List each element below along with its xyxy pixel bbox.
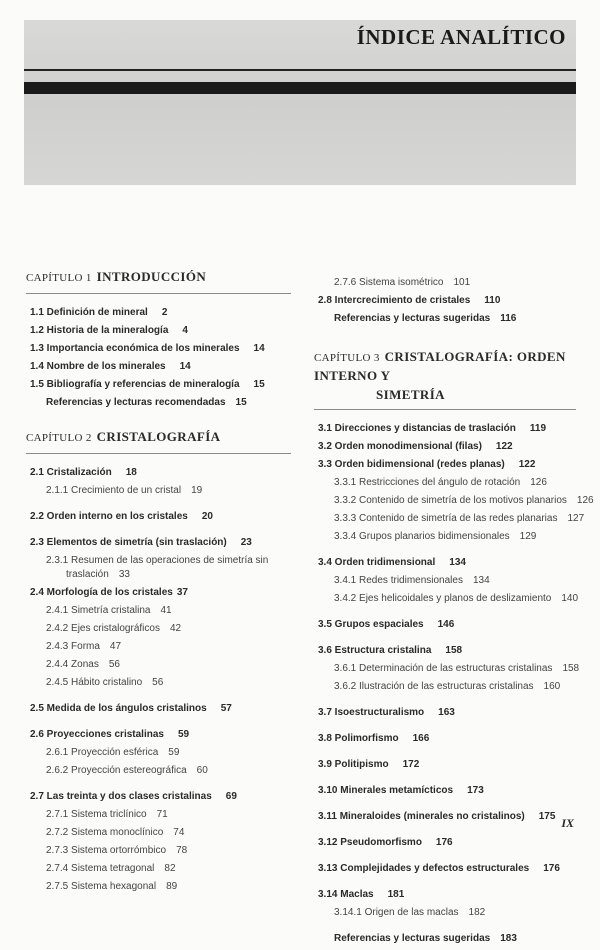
page-number: IX	[561, 816, 574, 830]
chapter-title: INTRODUCCIÓN	[96, 269, 207, 284]
toc-subsection[interactable]: 2.7.3 Sistema ortorrómbico 78	[46, 845, 188, 856]
toc-section[interactable]: 1.4 Nombre de los minerales 14	[30, 361, 191, 372]
toc-references[interactable]: Referencias y lecturas sugeridas 116	[334, 313, 517, 324]
chapter-2-heading	[26, 428, 291, 454]
toc-subsection[interactable]: 2.4.3 Forma 47	[46, 641, 122, 652]
toc-section[interactable]: 3.2 Orden monodimensional (filas) 122	[318, 441, 513, 452]
toc-section[interactable]: 3.9 Politipismo 172	[318, 759, 420, 770]
toc-subsection[interactable]: 2.6.1 Proyección esférica 59	[46, 747, 180, 758]
toc-section[interactable]: 3.8 Polimorfismo 166	[318, 733, 430, 744]
toc-subsection[interactable]: 3.4.2 Ejes helicoidales y planos de deslizamiento 140	[334, 593, 579, 604]
toc-subsection[interactable]: 2.7.4 Sistema tetragonal 82	[46, 863, 176, 874]
toc-section[interactable]: 2.1 Cristalización 18	[30, 467, 137, 478]
toc-section[interactable]: 2.6 Proyecciones cristalinas 59	[30, 729, 190, 740]
toc-subsection[interactable]: 3.3.4 Grupos planarios bidimensionales 129	[334, 531, 537, 542]
toc-subsection[interactable]: 2.1.1 Crecimiento de un cristal 19	[46, 485, 203, 496]
chapter-title: CRISTALOGRAFÍA: ORDEN INTERNO Y	[314, 349, 566, 383]
toc-subsection[interactable]: 2.6.2 Proyección estereográfica 60	[46, 765, 208, 776]
toc-section[interactable]: 3.7 Isoestructuralismo 163	[318, 707, 455, 718]
toc-section[interactable]: 2.2 Orden interno en los cristales 20	[30, 511, 213, 522]
toc-subsection[interactable]: 3.3.3 Contenido de simetría de las redes planarias 127	[334, 513, 585, 524]
toc-subsection[interactable]: 2.4.5 Hábito cristalino 56	[46, 677, 164, 688]
toc-subsection[interactable]: 2.4.2 Ejes cristalográficos 42	[46, 623, 182, 634]
header-rule-thick	[24, 82, 576, 94]
toc-section[interactable]: 2.8 Intercrecimiento de cristales 110	[318, 295, 501, 306]
chapter-3-heading	[314, 348, 576, 410]
toc-section[interactable]: 1.2 Historia de la mineralogía 4	[30, 325, 188, 336]
toc-subsection[interactable]: 2.7.1 Sistema triclínico 71	[46, 809, 168, 820]
toc-section[interactable]: 3.5 Grupos espaciales 146	[318, 619, 455, 630]
toc-subsection[interactable]: 2.4.4 Zonas 56	[46, 659, 120, 670]
toc-section[interactable]: 2.3 Elementos de simetría (sin traslación) 23	[30, 537, 252, 548]
toc-references[interactable]: Referencias y lecturas recomendadas 15	[46, 397, 247, 408]
toc-section[interactable]: 3.14 Maclas 181	[318, 889, 405, 900]
toc-left-column	[26, 268, 291, 898]
toc-subsection[interactable]: 3.3.1 Restricciones del ángulo de rotación 126	[334, 477, 547, 488]
toc-section[interactable]: 1.1 Definición de mineral 2	[30, 307, 168, 318]
toc-subsection[interactable]: 3.6.1 Determinación de las estructuras cristalinas 158	[334, 663, 580, 674]
toc-subsection[interactable]: 2.7.2 Sistema monoclínico 74	[46, 827, 185, 838]
header-rule-thin	[24, 69, 576, 71]
toc-section[interactable]: 1.3 Importancia económica de los minerales 14	[30, 343, 265, 354]
chapter-1-heading	[26, 268, 291, 294]
chapter-title: CRISTALOGRAFÍA	[96, 429, 221, 444]
toc-section[interactable]: 3.12 Pseudomorfismo 176	[318, 837, 453, 848]
toc-subsection[interactable]: 2.7.5 Sistema hexagonal 89	[46, 881, 178, 892]
toc-subsection[interactable]: 3.14.1 Origen de las maclas 182	[334, 907, 486, 918]
toc-subsection[interactable]: 3.6.2 Ilustración de las estructuras cristalinas 160	[334, 681, 561, 692]
toc-references[interactable]: Referencias y lecturas sugeridas 183	[334, 933, 517, 944]
toc-subsection[interactable]: 3.4.1 Redes tridimensionales 134	[334, 575, 490, 586]
toc-section[interactable]: 2.5 Medida de los ángulos cristalinos 57	[30, 703, 232, 714]
page-title: ÍNDICE ANALÍTICO	[356, 25, 566, 49]
chapter-number: CAPÍTULO 2	[26, 432, 92, 444]
toc-section[interactable]: 3.11 Mineraloides (minerales no cristalinos) 175	[318, 811, 556, 822]
toc-section[interactable]: 3.4 Orden tridimensional 134	[318, 557, 466, 568]
toc-subsection[interactable]: 2.3.1 Resumen de las operaciones de simetría sin traslación 33	[46, 555, 269, 580]
chapter-number: CAPÍTULO 3	[314, 352, 380, 364]
toc-section[interactable]: 3.10 Minerales metamícticos 173	[318, 785, 484, 796]
toc-subsection[interactable]: 2.4.1 Simetría cristalina 41	[46, 605, 172, 616]
toc-section[interactable]: 2.7 Las treinta y dos clases cristalinas 69	[30, 791, 237, 802]
toc-section[interactable]: 3.13 Complejidades y defectos estructurales 176	[318, 863, 560, 874]
toc-section[interactable]: 3.1 Direcciones y distancias de traslación 119	[318, 423, 547, 434]
chapter-title-continued: SIMETRÍA	[376, 387, 445, 402]
chapter-number: CAPÍTULO 1	[26, 272, 92, 284]
toc-subsection[interactable]: 3.3.2 Contenido de simetría de los motivos planarios 126	[334, 495, 594, 506]
toc-subsection[interactable]: 2.7.6 Sistema isométrico 101	[334, 277, 471, 288]
toc-section[interactable]: 2.4 Morfología de los cristales 37	[30, 587, 188, 598]
toc-section[interactable]: 3.6 Estructura cristalina 158	[318, 645, 463, 656]
toc-section[interactable]: 1.5 Bibliografía y referencias de mineralogía 15	[30, 379, 265, 390]
toc-section[interactable]: 3.3 Orden bidimensional (redes planas) 122	[318, 459, 536, 470]
